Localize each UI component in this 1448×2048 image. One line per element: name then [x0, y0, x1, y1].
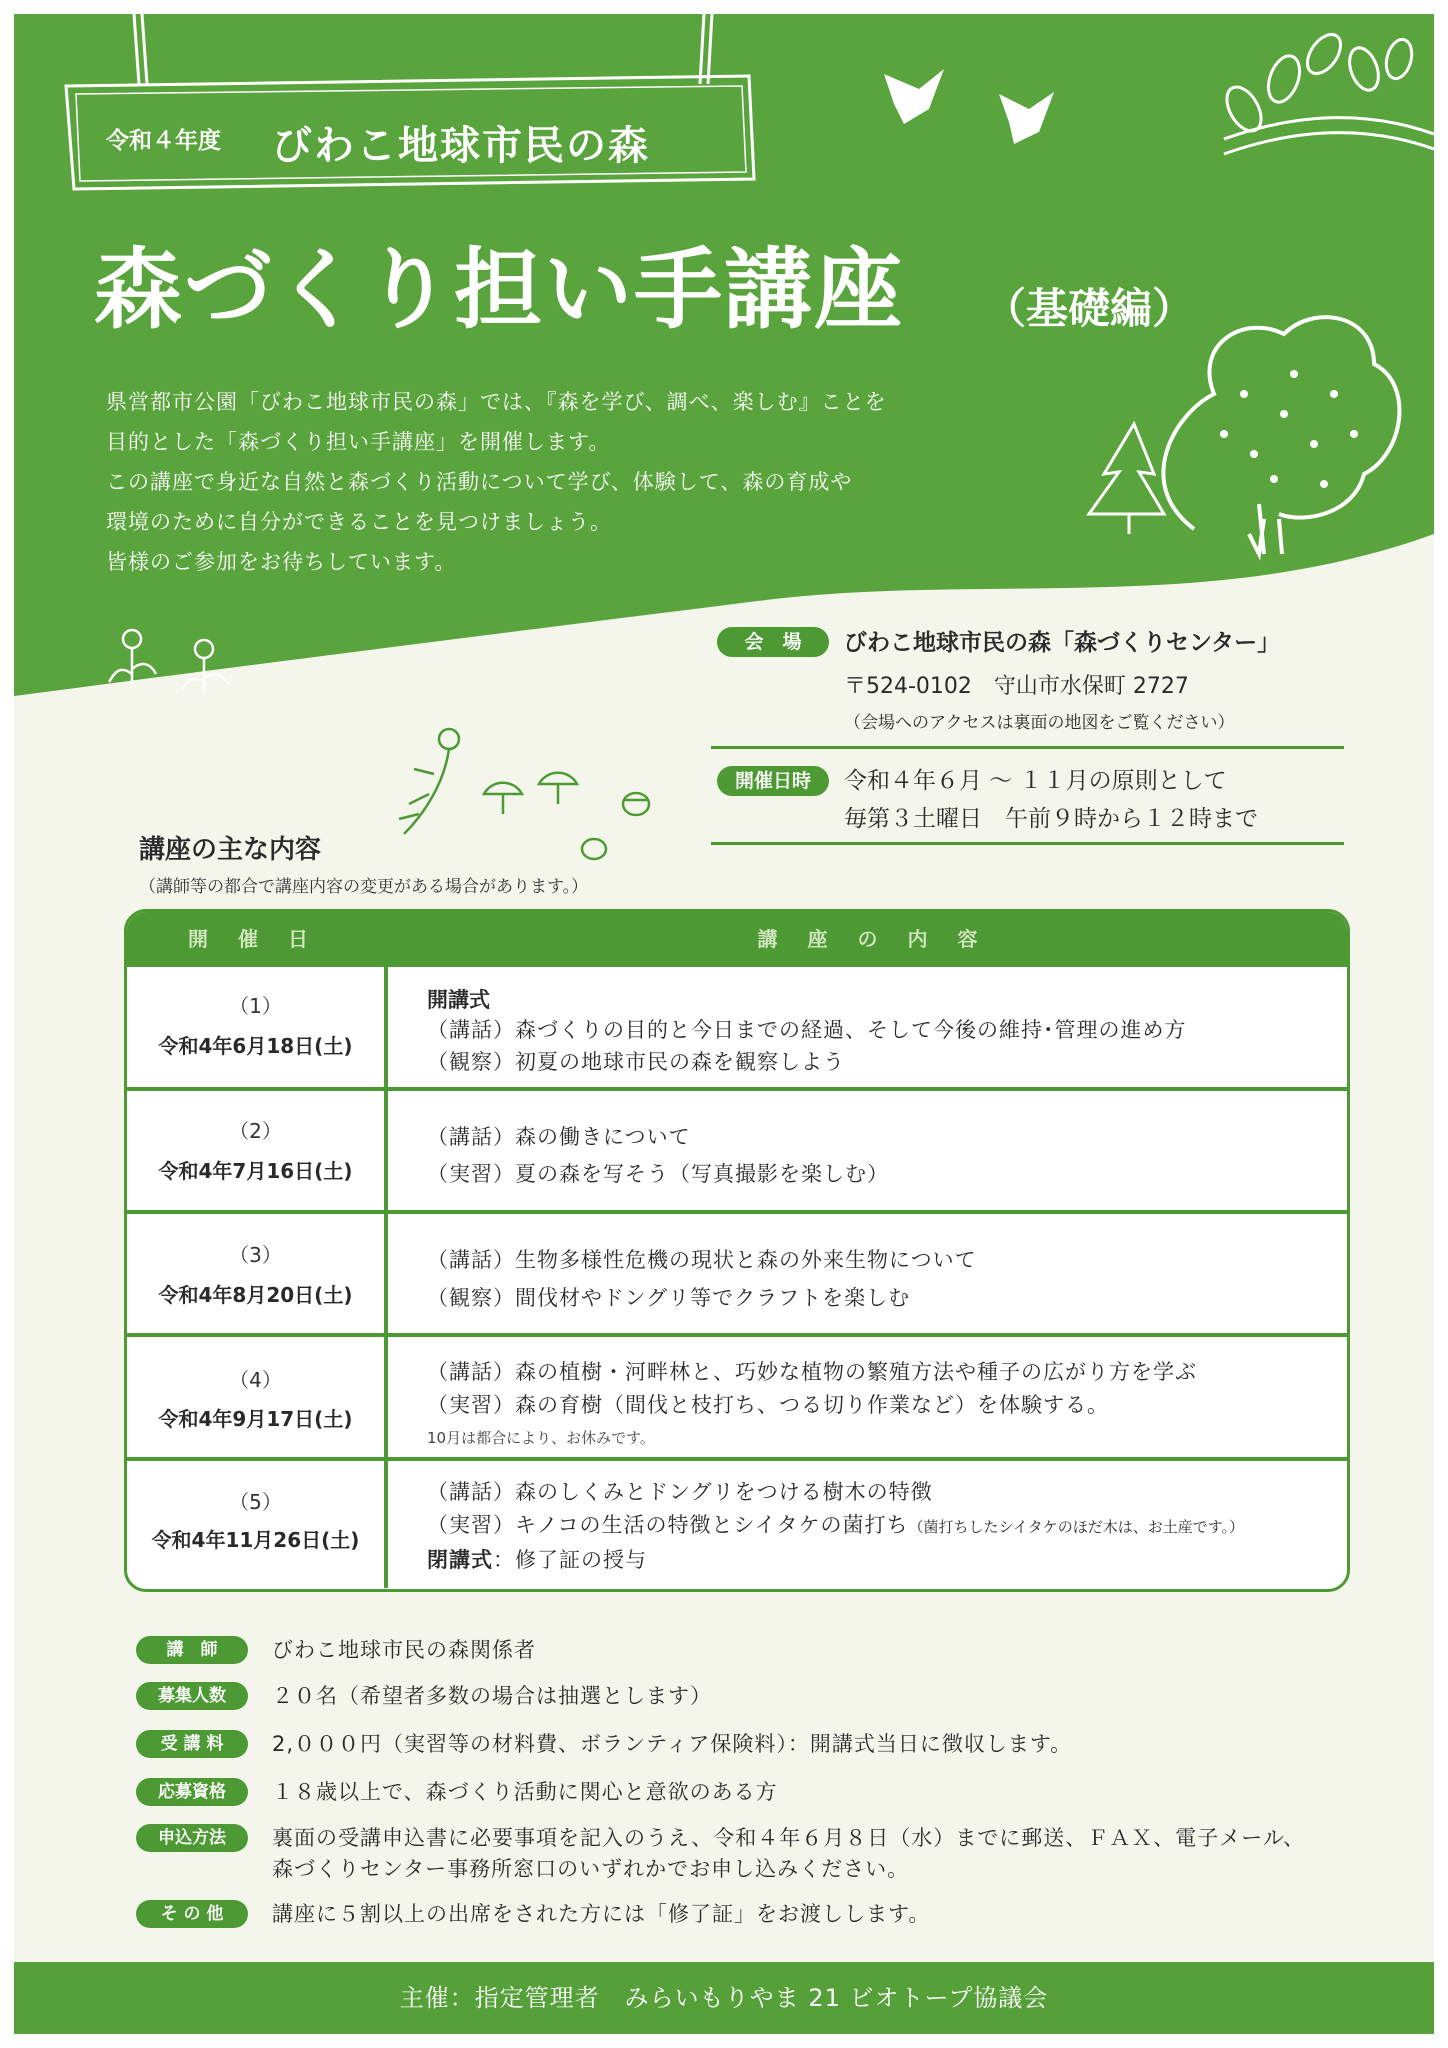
row-date: 令和4年6月18日(土) [158, 1034, 353, 1058]
main-title: 森づくり担い手講座 [94, 238, 905, 341]
footer-band [14, 1962, 1434, 2034]
row-line: （観察）初夏の地球市民の森を観察しよう [427, 1050, 845, 1074]
row-line: （講話）森の植樹・河畔林と、巧妙な植物の繁殖方法や種子の広がり方を学ぶ [427, 1360, 1197, 1384]
plant-icons [399, 729, 649, 859]
detail-text-capacity: ２０名（希望者多数の場合は抽選とします） [272, 1684, 712, 1708]
venue-access-note: （会場へのアクセスは裏面の地図をご覧ください） [844, 713, 1235, 733]
row-separator [127, 1457, 1347, 1461]
detail-badge-application: 申込方法 [136, 1824, 248, 1852]
intro-line: 環境のために自分ができることを見つけましょう。 [106, 510, 612, 534]
detail-text-eligibility: １８歳以上で、森づくり活動に関心と意欲のある方 [272, 1780, 778, 1804]
intro-line: この講座で身近な自然と森づくり活動について学び、体験して、森の育成や [106, 470, 853, 494]
closing-text: ：修了証の授与 [493, 1548, 647, 1572]
forest-name-title: びわこ地球市民の森 [272, 123, 650, 169]
detail-text-other: 講座に５割以上の出席をされた方には「修了証」をお渡しします。 [272, 1902, 931, 1926]
row-line: （実習）森の育樹（間伐と枝打ち、つる切り作業など）を体験する。 [427, 1393, 1109, 1417]
row-number: （2） [229, 1119, 282, 1143]
schedule-line-2: 毎第３土曜日 午前９時から１２時まで [844, 806, 1258, 832]
organizer-text: 主催：指定管理者 みらいもりやま 21 ビオトープ協議会 [399, 1984, 1049, 2012]
intro-line: 県営都市公園「びわこ地球市民の森」では、『森を学び、調べ、楽しむ』ことを [106, 390, 887, 414]
row-date: 令和4年7月16日(土) [158, 1159, 353, 1183]
year-label: 令和４年度 [106, 128, 221, 154]
schedule-rule [711, 842, 1344, 845]
row-inline-note: （菌打ちしたシイタケのほだ木は、お土産です。） [908, 1518, 1245, 1536]
row-number: （5） [229, 1490, 282, 1514]
row-line: （観察）間伐材やドングリ等でクラフトを楽しむ [427, 1286, 911, 1310]
header-date: 開催日 [188, 927, 338, 951]
header-green-band [14, 14, 1434, 696]
detail-text-fee: 2,０００円（実習等の材料費、ボランティア保険料）：開講式当日に徴収します。 [272, 1732, 1073, 1756]
row-line [427, 1509, 1244, 1539]
schedule-badge: 開催日時 [717, 766, 829, 796]
table-header [127, 912, 1347, 967]
row-separator [127, 1210, 1347, 1214]
row-separator [127, 1333, 1347, 1337]
detail-badge-eligibility: 応募資格 [136, 1778, 248, 1806]
row-number: （1） [229, 994, 282, 1018]
venue-name: びわこ地球市民の森「森づくりセンター」 [844, 630, 1281, 656]
intro-text [106, 382, 1006, 582]
detail-text-application: 裏面の受講申込書に必要事項を記入のうえ、令和４年６月８日（水）までに郵送、ＦＡＸ、電子メール、 [272, 1826, 1306, 1850]
row-number: （4） [229, 1368, 282, 1392]
row-line: （講話）森づくりの目的と今日までの経過、そして今後の維持･管理の進め方 [427, 1018, 1187, 1042]
row-separator [127, 1087, 1347, 1091]
venue-badge: 会 場 [717, 627, 829, 657]
row-date: 令和4年9月17日(土) [158, 1407, 353, 1431]
header-content: 講座の内容 [757, 927, 1008, 951]
column-divider [384, 912, 388, 1588]
detail-badge-instructor: 講 師 [136, 1636, 248, 1664]
detail-badge-fee: 受 講 料 [136, 1730, 248, 1758]
course-table [124, 909, 1350, 1592]
row-line: （講話）森のしくみとドングリをつける樹木の特徴 [427, 1480, 933, 1504]
row-line: （講話）森の働きについて [427, 1125, 691, 1149]
content-section-title: 講座の主な内容 [139, 835, 322, 865]
intro-line: 皆様のご参加をお待ちしています。 [106, 550, 457, 574]
row-line: （実習）夏の森を写そう（写真撮影を楽しむ） [427, 1162, 889, 1186]
detail-badge-capacity: 募集人数 [136, 1682, 248, 1710]
detail-text-application: 森づくりセンター事務所窓口のいずれかでお申し込みください。 [272, 1857, 910, 1881]
sub-title: （基礎編） [984, 284, 1195, 333]
venue-rule [711, 746, 1344, 749]
schedule-line-1: 令和４年６月 ～ １１月の原則として [844, 768, 1227, 794]
detail-badge-other: そ の 他 [136, 1900, 248, 1928]
closing-label: 閉講式 [427, 1548, 493, 1572]
content-section-note: （講師等の都合で講座内容の変更がある場合があります。） [139, 877, 589, 897]
flyer-page [14, 14, 1434, 2034]
row-date: 令和4年11月26日(土) [151, 1528, 360, 1552]
intro-line: 目的とした「森づくり担い手講座」を開催します。 [106, 430, 611, 454]
row-date: 令和4年8月20日(土) [158, 1283, 353, 1307]
row-line [427, 1544, 647, 1574]
row-line-text: （実習）キノコの生活の特徴とシイタケの菌打ち [427, 1513, 909, 1537]
row-number: （3） [229, 1243, 282, 1267]
detail-text-instructor: びわこ地球市民の森関係者 [272, 1638, 536, 1662]
venue-address: 〒524-0102 守山市水保町 2727 [844, 674, 1189, 699]
row-line: （講話）生物多様性危機の現状と森の外来生物について [427, 1248, 977, 1272]
row-note: 10月は都合により、お休みです。 [427, 1429, 655, 1447]
row-line: 開講式 [427, 988, 490, 1012]
